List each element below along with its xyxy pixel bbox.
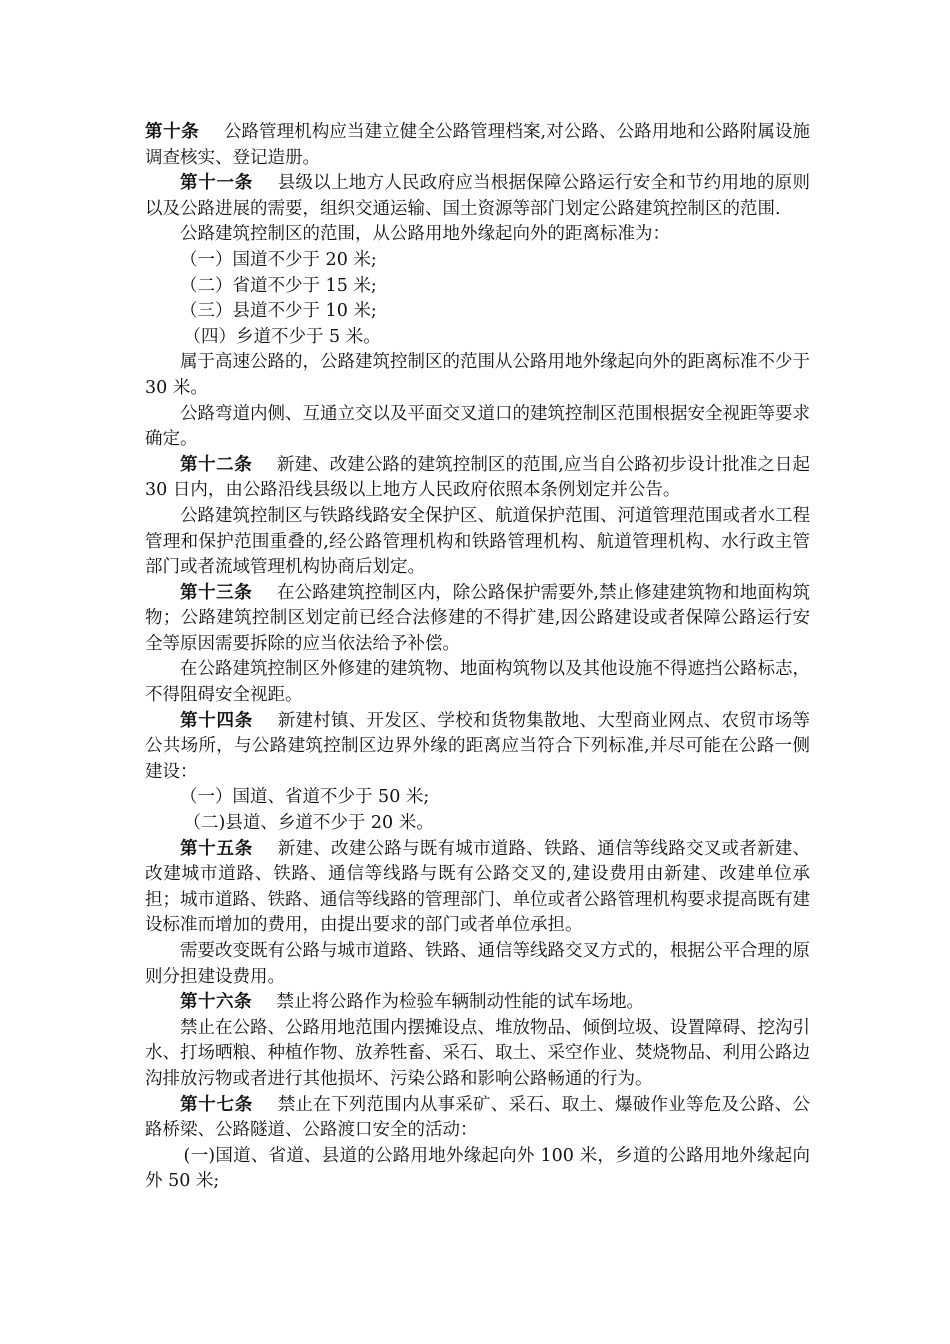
list-item: （二)县道、乡道不少于 20 米。 (183, 813, 434, 834)
list-item: （二）省道不少于 15 米; (180, 275, 377, 296)
body-paragraph: 属于高速公路的，公路建筑控制区的范围从公路用地外缘起向外的距离标准不少于 30 米。 (145, 352, 810, 398)
article-text: 新建村镇、开发区、学校和货物集散地、大型商业网点、农贸市场等公共场所，与公路建筑控制区边界外缘的距离应当符合下列标准,并尽可能在公路一侧建设： (145, 710, 810, 782)
article-text: 公路管理机构应当建立健全公路管理档案,对公路、公路用地和公路附属设施调查核实、登记造册。 (145, 122, 811, 168)
body-paragraph: 在公路建筑控制区外修建的建筑物、地面构筑物以及其他设施不得遮挡公路标志，不得阻碍安全视距。 (145, 659, 810, 706)
article-number: 第十五条 (180, 838, 253, 859)
article-paragraph (145, 581, 810, 658)
article-text: 新建、改建公路的建筑控制区的范围,应当自公路初步设计批准之日起 30 日内，由公路沿线县级以上地方人民政府依照本条例划定并公告。 (145, 454, 811, 501)
article-text: 禁止将公路作为检验车辆制动性能的试车场地。 (276, 992, 644, 1013)
article-paragraph (145, 453, 810, 504)
article-text: 县级以上地方人民政府应当根据保障公路运行安全和节约用地的原则以及公路进展的需要，组织交通运输、国土资源等部门划定公路建筑控制区的范围. (145, 173, 810, 219)
article-paragraph (145, 1093, 810, 1144)
article-paragraph (145, 709, 810, 786)
body-paragraph: 需要改变既有公路与城市道路、铁路、通信等线路交叉方式的，根据公平合理的原则分担建设费用。 (145, 941, 810, 987)
article-paragraph (145, 171, 810, 222)
list-item: （三）县道不少于 10 米; (180, 301, 377, 322)
body-paragraph: 公路建筑控制区与铁路线路安全保护区、航道保护范围、河道管理范围或者水工程管理和保护范围重叠的,经公路管理机构和铁路管理机构、航道管理机构、水行政主管部门或者流域管理机构协商后划定。 (145, 505, 810, 578)
article-number: 第十七条 (180, 1094, 253, 1115)
article-number: 第十六条 (180, 992, 252, 1013)
article-number: 第十一条 (180, 173, 253, 194)
article-text: 在公路建筑控制区内，除公路保护需要外,禁止修建建筑物和地面构筑物；公路建筑控制区划定前已经合法修建的不得扩建,因公路建设或者保障公路运行安全等原因需要拆除的应当依法给予补偿。 (145, 582, 811, 654)
document-body (145, 120, 810, 1195)
list-item: （一）国道不少于 20 米; (180, 249, 377, 270)
body-paragraph: 禁止在公路、公路用地范围内摆摊设点、堆放物品、倾倒垃圾、设置障碍、挖沟引水、打场晒粮、种植作物、放养牲畜、采石、取土、采空作业、焚烧物品、利用公路边沟排放污物或者进行其他损坏、污染公路和影响公路畅通的行为。 (145, 1017, 810, 1089)
body-paragraph: 公路弯道内侧、互通立交以及平面交叉道口的建筑控制区范围根据安全视距等要求确定。 (145, 403, 810, 450)
article-paragraph (145, 837, 810, 939)
article-number: 第十四条 (180, 710, 253, 731)
article-number: 第十三条 (180, 582, 253, 603)
article-text: 新建、改建公路与既有城市道路、铁路、通信等线路交叉或者新建、改建城市道路、铁路、通信等线路与既有公路交叉的,建设费用由新建、改建单位承担；城市道路、铁路、通信等线路的管理部门、单位或者公路管理机构要求提高既有建设标准而增加的费用，由提出要求的部门或者单位承担。 (145, 838, 810, 936)
body-paragraph: 公路建筑控制区的范围，从公路用地外缘起向外的距离标准为： (180, 224, 670, 245)
list-item: （四）乡道不少于 5 米。 (183, 326, 381, 347)
list-item: （一）国道、省道不少于 50 米; (180, 787, 430, 808)
article-number: 第十条 (145, 122, 200, 142)
list-item: (一)国道、省道、县道的公路用地外缘起向外 100 米，乡道的公路用地外缘起向外 50 米; (145, 1145, 810, 1192)
article-paragraph (145, 990, 810, 1016)
article-paragraph (145, 120, 810, 171)
article-text: 禁止在下列范围内从事采矿、采石、取土、爆破作业等危及公路、公路桥梁、公路隧道、公路渡口安全的活动： (145, 1094, 810, 1141)
article-number: 第十二条 (180, 454, 253, 475)
